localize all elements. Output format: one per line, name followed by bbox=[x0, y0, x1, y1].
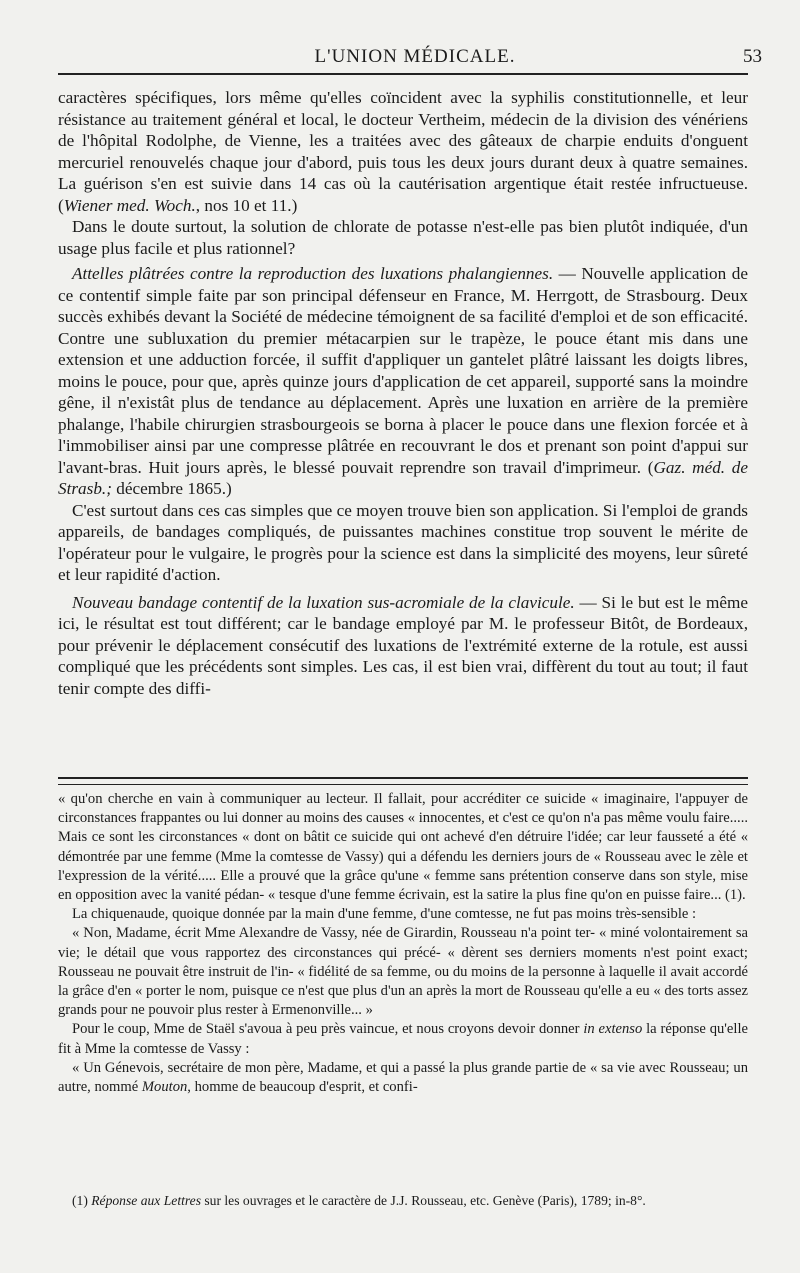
feuilleton-text bbox=[58, 790, 748, 1097]
section-heading-attelles: Attelles plâtrées contre la reproduction des luxations phalangiennes. bbox=[72, 264, 554, 283]
quote-paragraph-1: « qu'on cherche en vain à communiquer au lecteur. Il fallait, pour accréditer ce suicide « imaginaire, l'appuyer de circonstances frappantes ou lui donner au moins des causes « innocentes, et c'est ce qu'on n'a pas même voulu faire..... Mais ce sont les circonstances « dont on bâtit ce suicide qui ont achevé d'en détruire l'idée; car leur fausseté a été « démontrée par une femme (Mme la comtesse de Vassy) qui a défendu les derniers jours de « Rousseau avec le zèle et l'expression de la vérité..... Elle a prouvé que la grâce qu'une « femme sans prétention conserve dans son style, mise en opposition avec la vanité pédan- « tesque d'une femme écrivain, est la satire la plus fine qu'on en puisse faire... (1). bbox=[58, 791, 748, 904]
quote-paragraph-5 bbox=[58, 1059, 748, 1097]
footnote-1 bbox=[58, 1192, 748, 1210]
quote-paragraph-4-text: Pour le coup, Mme de Staël s'avoua à peu près vaincue, et nous croyons devoir donner bbox=[72, 1021, 584, 1038]
quote-paragraph-4 bbox=[58, 1020, 748, 1058]
footnote-title: Réponse aux Lettres bbox=[91, 1193, 201, 1208]
paragraph-3-citation: Gaz. méd. de Strasb.; bbox=[58, 457, 748, 498]
quote-paragraph-3: « Non, Madame, écrit Mme Alexandre de Vassy, née de Girardin, Rousseau n'a point ter- « miné volontairement sa vie; le détail que vous rapportez des circonstances qui précé- « dèrent ses derniers moments n'est point exact; Rousseau ne pouvait être instruit de l'in- « fidélité de sa femme, ou du moins de la personne à laquelle il avait accordé la grâce d'en « porter le nom, puisque ce n'est que plus d'un an après la mort de Rousseau qu'elle a eu « des torts assez grands pour ne pouvoir plus rester à Ermenonville... » bbox=[58, 925, 748, 1019]
paragraph-5 bbox=[58, 592, 748, 700]
quote-paragraph-4-tail: la réponse qu'elle fit à Mme la comtesse de Vassy : bbox=[58, 1021, 748, 1057]
quote-paragraph-2: La chiquenaude, quoique donnée par la main d'une femme, d'une comtesse, ne fut pas moins très-sensible : bbox=[72, 906, 697, 923]
paragraph-5-text: — Si le but est le même ici, le résultat est tout différent; car le bandage employé par M. le professeur Bitôt, de Bordeaux, pour prévenir le déplacement consécutif des luxations de l'extrémité externe de la rotule, est aussi compliqué que les précédents sont simples. Les cas, il est bien vrai, diffèrent du tout au tout; il faut tenir compte des diffi- bbox=[58, 592, 748, 698]
paragraph-4: C'est surtout dans ces cas simples que ce moyen trouve bien son application. Si l'emploi de grands appareils, de bandages compliqués, de puissantes machines constitue trop souvent le mérite de l'opérateur pour le vulgaire, le progrès pour la science est dans la simplicité des moyens, leur sûreté et leur rapidité d'action. bbox=[58, 500, 748, 584]
quote-paragraph-5-tail: , homme de beaucoup d'esprit, et confi- bbox=[187, 1079, 418, 1096]
quote-paragraph-5-italic: Mouton bbox=[141, 1079, 188, 1096]
paragraph-1-tail: , nos 10 et 11.) bbox=[195, 195, 298, 215]
header-rule bbox=[58, 73, 748, 75]
section-heading-bandage: Nouveau bandage contentif de la luxation sus-acromiale de la clavicule. bbox=[72, 592, 575, 612]
footnote-marker: (1) bbox=[72, 1193, 92, 1208]
main-text bbox=[58, 87, 748, 699]
journal-title: L'UNION MÉDICALE. bbox=[314, 46, 516, 67]
quote-paragraph-5-text: « Un Génevois, secrétaire de mon père, Madame, et qui a passé la plus grande partie de « sa vie avec Rousseau; un autre, nommé bbox=[58, 1059, 748, 1096]
paragraph-3-tail: décembre 1865.) bbox=[111, 479, 232, 498]
quote-paragraph-4-italic: in extenso bbox=[583, 1021, 643, 1038]
footnote-text: sur les ouvrages et le caractère de J.J. Rousseau, etc. Genève (Paris), 1789; in-8°. bbox=[200, 1193, 646, 1208]
footnote bbox=[58, 1192, 748, 1210]
paragraph-1-citation: Wiener med. Woch. bbox=[63, 195, 196, 215]
paragraph-3 bbox=[58, 263, 748, 500]
running-header bbox=[58, 44, 772, 74]
feuilleton-separator bbox=[58, 777, 748, 785]
paragraph-3-text: — Nouvelle application de ce contentif simple faite par son principal défenseur en France, M. Herrgott, de Strasbourg. Deux succès exhibés devant la Société de médecine témoignent de sa facilité d'emploi et de son efficacité. Contre une subluxation du premier métacarpien sur le trapèze, le pouce étant mis dans une extension et une adduction forcée, il suffit d'appliquer un gantelet plâtré laissant les doigts libres, moins le pouce, pour que, après quinze jours d'application de cet appareil, supporté sans la moindre gêne, il n'existât plus de tendance au déplacement. Après une luxation en arrière de la première phalange, l'habile chirurgien strasbourgeois se borna à placer le pouce dans une flexion forcée et à l'immobiliser ainsi par une compresse plâtrée en recouvrant le dos et prenant son point d'appui sur l'avant-bras. Huit jours après, le blessé pouvait reprendre son travail d'imprimeur. ( bbox=[58, 264, 748, 477]
paragraph-1-text: caractères spécifiques, lors même qu'elles coïncident avec la syphilis constitutionnelle, et leur résistance au traitement général et local, le docteur Vertheim, médecin de la division des vénériens de l'hôpital Rodolphe, de Vienne, les a traitées avec des gâteaux de charpie enduits d'onguent mercuriel renouvelés chaque jour d'abord, puis tous les deux jours durant deux à quatre semaines. La guérison s'en est suivie dans 14 cas où la cautérisation argentique était restée infructueuse. ( bbox=[58, 88, 748, 215]
paragraph-1 bbox=[58, 87, 748, 216]
paragraph-2: Dans le doute surtout, la solution de chlorate de potasse n'est-elle pas bien plutôt indiquée, d'un usage plus facile et plus rationnel? bbox=[58, 217, 748, 258]
page-number: 53 bbox=[743, 46, 762, 67]
